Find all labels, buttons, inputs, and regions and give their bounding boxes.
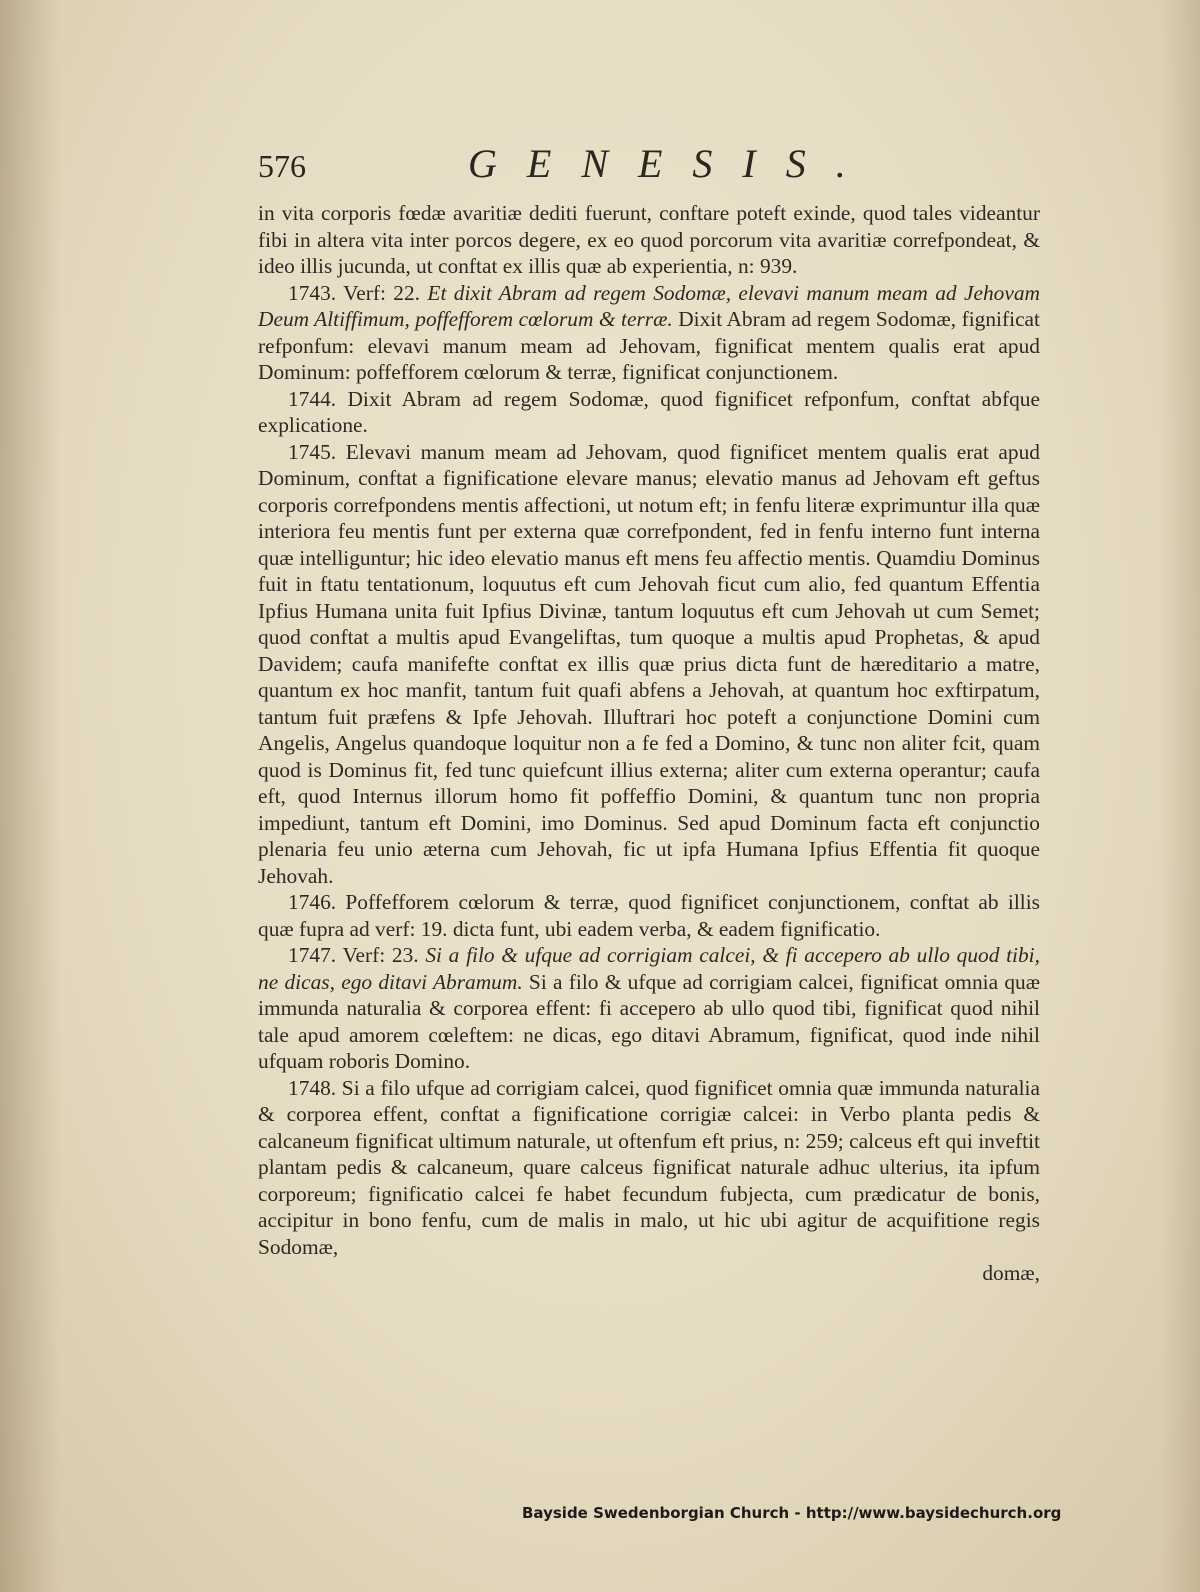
text-segment: Si a filo & ufque ad corrigiam calcei, fignificat omnia quæ immunda naturalia & corporea effent: fi accepero ab ullo quod tibi, fignificat quod nihil tale apud amorem cœleftem: ne dicas, ego ditavi Abramum, fignificat, quod inde nihil ufquam roboris Domino.	[258, 969, 1040, 1073]
paragraph	[258, 1075, 1040, 1261]
footer-credit: Bayside Swedenborgian Church - http://www.baysidechurch.org	[522, 1504, 1062, 1522]
spine-shadow	[0, 0, 60, 1592]
text-segment: 1745. Elevavi manum meam ad Jehovam, quod fignificet mentem qualis erat apud Dominum, conftat a fignificatione elevare manus; elevatio manus ad Jehovam eft geftus corporis correfpondens mentis affectioni, ut notum eft; in fenfu literæ exprimuntur illa quæ interiora feu mentis funt per externa quæ correfpondent, fed in fenfu interno funt interna quæ intelliguntur; hic ideo elevatio manus eft mens feu affectio mentis. Quamdiu Dominus fuit in ftatu tentationum, loquutus eft cum Jehovah ficut cum alio, fed quantum Effentia Ipfius Humana unita fuit Ipfius Divinæ, tantum loquutus eft cum Jehovah ut cum Semet; quod conftat a multis apud Evangeliftas, tum quoque a multis apud Prophetas, & apud Davidem; caufa manifefte conftat ex illis quæ prius dicta funt de hæreditario a matre, quantum ex hoc manfit, tantum fuit quafi abfens a Jehovah, at quantum hoc exftirpatum, tantum fuit præfens & Ipfe Jehovah. Illuftrari hoc poteft a conjunctione Domini cum Angelis, Angelus quandoque loquitur non a fe fed a Domino, & tunc non aliter fcit, quam quod is Dominus fit, fed tunc quiefcunt illius externa; aliter cum externa operantur; caufa eft, quod Internus illorum homo fit poffeffio Domini, & quantum tunc non propria impediunt, tantum eft Domini, imo Dominus. Sed apud Dominum facta eft conjunctio plenaria feu unio æterna cum Jehovah, fic ut ipfa Humana Ipfius Effentia fit quoque Jehovah.	[258, 439, 1040, 888]
text-segment: 1747. Verf: 23.	[288, 943, 426, 967]
text-segment: in vita corporis fœdæ avaritiæ dediti fuerunt, conftare poteft exinde, quod tales videantur fibi in altera vita inter porcos degere, ex eo quod porcorum vita avaritiæ correfpondeat, & ideo illis jucunda, ut conftat ex illis quæ ab experientia, n: 939.	[258, 201, 1040, 278]
page-edge-shadow	[1160, 0, 1200, 1592]
running-head: GENESIS.	[468, 141, 876, 186]
paragraph	[258, 439, 1040, 890]
paragraph	[258, 942, 1040, 1075]
body-text	[258, 200, 1040, 1287]
text-segment: 1746. Poffefforem cœlorum & terræ, quod fignificet conjunctionem, conftat ab illis quæ fupra ad verf: 19. dicta funt, ubi eadem verba, & eadem fignificatio.	[258, 890, 1040, 941]
paragraph	[258, 280, 1040, 386]
text-segment: 1743. Verf: 22.	[288, 280, 428, 305]
text-segment: Dixit Abram ad regem Sodomæ, fignificat refponfum: elevavi manum meam ad Jehovam, fignificat mentem qualis erat apud Dominum: poffefforem cœlorum & terræ, fignificat conjunctionem.	[258, 307, 1040, 384]
paragraph	[258, 386, 1040, 439]
italic-quotation: Et dixit Abram ad regem Sodomæ, elevavi manum meam ad Jehovam Deum Altiffimum, poffefforem cœlorum & terræ.	[258, 280, 1040, 331]
paragraph	[258, 889, 1040, 942]
page-header	[258, 140, 1048, 190]
text-segment: 1744. Dixit Abram ad regem Sodomæ, quod fignificet refponfum, conftat abfque explicatione.	[258, 386, 1040, 437]
text-segment: 1748. Si a filo ufque ad corrigiam calcei, quod fignificet omnia quæ immunda naturalia & corporea effent, conftat a fignificatione corrigiæ calcei: in Verbo planta pedis & calcaneum fignificat ultimum naturale, ut oftenfum eft prius, n: 259; calceus eft qui inveftit plantam pedis & calcaneum, quare calceus fignificat naturale adhuc ulterius, ita ipfum corporeum; fignificatio calcei fe habet fecundum fubjecta, cum prædicatur de bonis, accipitur in bono fenfu, cum de malis in malo, ut hic ubi agitur de acquifitione regis Sodomæ,	[258, 1075, 1040, 1259]
paragraph	[258, 200, 1040, 280]
italic-quotation: Si a filo & ufque ad corrigiam calcei, & fi accepero ab ullo quod tibi, ne dicas, ego ditavi Abramum.	[258, 943, 1040, 994]
catchword: domæ,	[982, 1261, 1040, 1285]
page-number: 576	[258, 148, 306, 184]
